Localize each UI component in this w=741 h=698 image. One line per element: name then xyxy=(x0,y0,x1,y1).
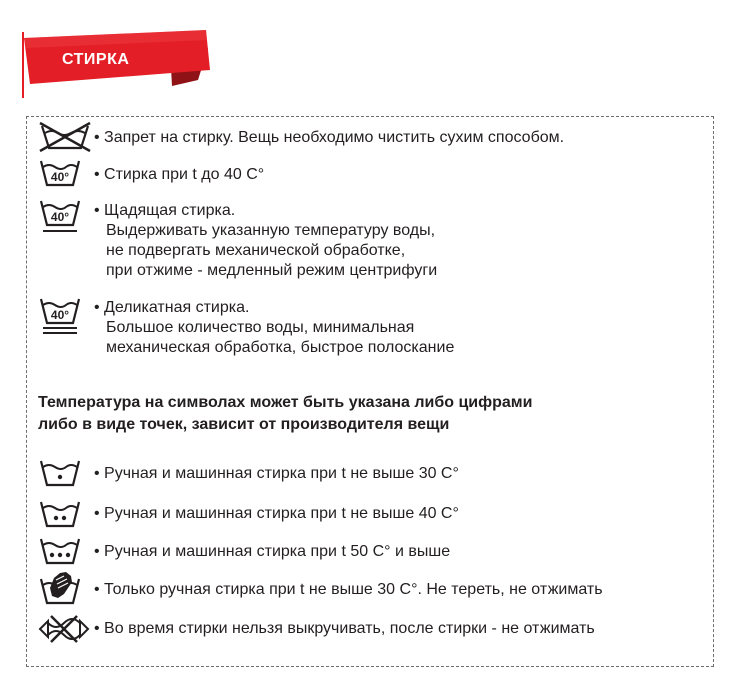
list-item xyxy=(94,504,459,524)
list-item xyxy=(94,201,437,281)
wash-temp-label: 40° xyxy=(50,170,70,184)
item-text: Выдерживать указанную температуру воды, xyxy=(106,222,436,239)
ribbon-title: СТИРКА xyxy=(62,51,130,68)
list-item xyxy=(94,128,564,148)
item-text: • Ручная и машинная стирка при t не выше 30 С° xyxy=(94,465,459,482)
item-text: механическая обработка, быстрое полоскание xyxy=(106,339,455,356)
wash-3-dots-icon xyxy=(38,536,82,566)
item-text: • Стирка при t до 40 С° xyxy=(94,166,265,183)
item-text: • Запрет на стирку. Вещь необходимо чистить сухим способом. xyxy=(94,129,565,146)
wash-temp-label: 40° xyxy=(50,210,70,224)
list-item xyxy=(94,542,450,562)
wash-1-dot-icon xyxy=(38,458,82,488)
wash-40-gentle-icon xyxy=(38,198,82,234)
item-text: • Деликатная стирка. xyxy=(94,299,250,316)
do-not-wring-icon xyxy=(38,614,90,644)
temperature-note xyxy=(38,392,532,436)
item-text: не подвергать механической обработке, xyxy=(106,242,406,259)
note-line: Температура на символах может быть указана либо цифрами xyxy=(38,394,533,411)
item-text: • Ручная и машинная стирка при t не выше 40 С° xyxy=(94,505,459,522)
item-text: Большое количество воды, минимальная xyxy=(106,319,415,336)
list-item xyxy=(94,165,264,185)
no-washing-icon xyxy=(38,122,92,152)
item-text: • Щадящая стирка. xyxy=(94,202,236,219)
item-text: • Только ручная стирка при t не выше 30 С°. Не тереть, не отжимать xyxy=(94,581,603,598)
list-item xyxy=(94,619,595,639)
item-text: • Во время стирки нельзя выкручивать, после стирки - не отжимать xyxy=(94,620,595,637)
wash-2-dots-icon xyxy=(38,499,82,529)
list-item xyxy=(94,580,603,600)
item-text: при отжиме - медленный режим центрифуги xyxy=(106,262,438,279)
item-text: • Ручная и машинная стирка при t 50 С° и выше xyxy=(94,543,451,560)
wash-40-delicate-icon xyxy=(38,296,82,336)
wash-temp-label: 40° xyxy=(50,308,70,322)
list-item xyxy=(94,298,454,358)
list-item xyxy=(94,464,459,484)
note-line: либо в виде точек, зависит от производителя вещи xyxy=(38,416,450,433)
wash-40-icon xyxy=(38,158,82,188)
hand-wash-icon xyxy=(38,570,82,606)
